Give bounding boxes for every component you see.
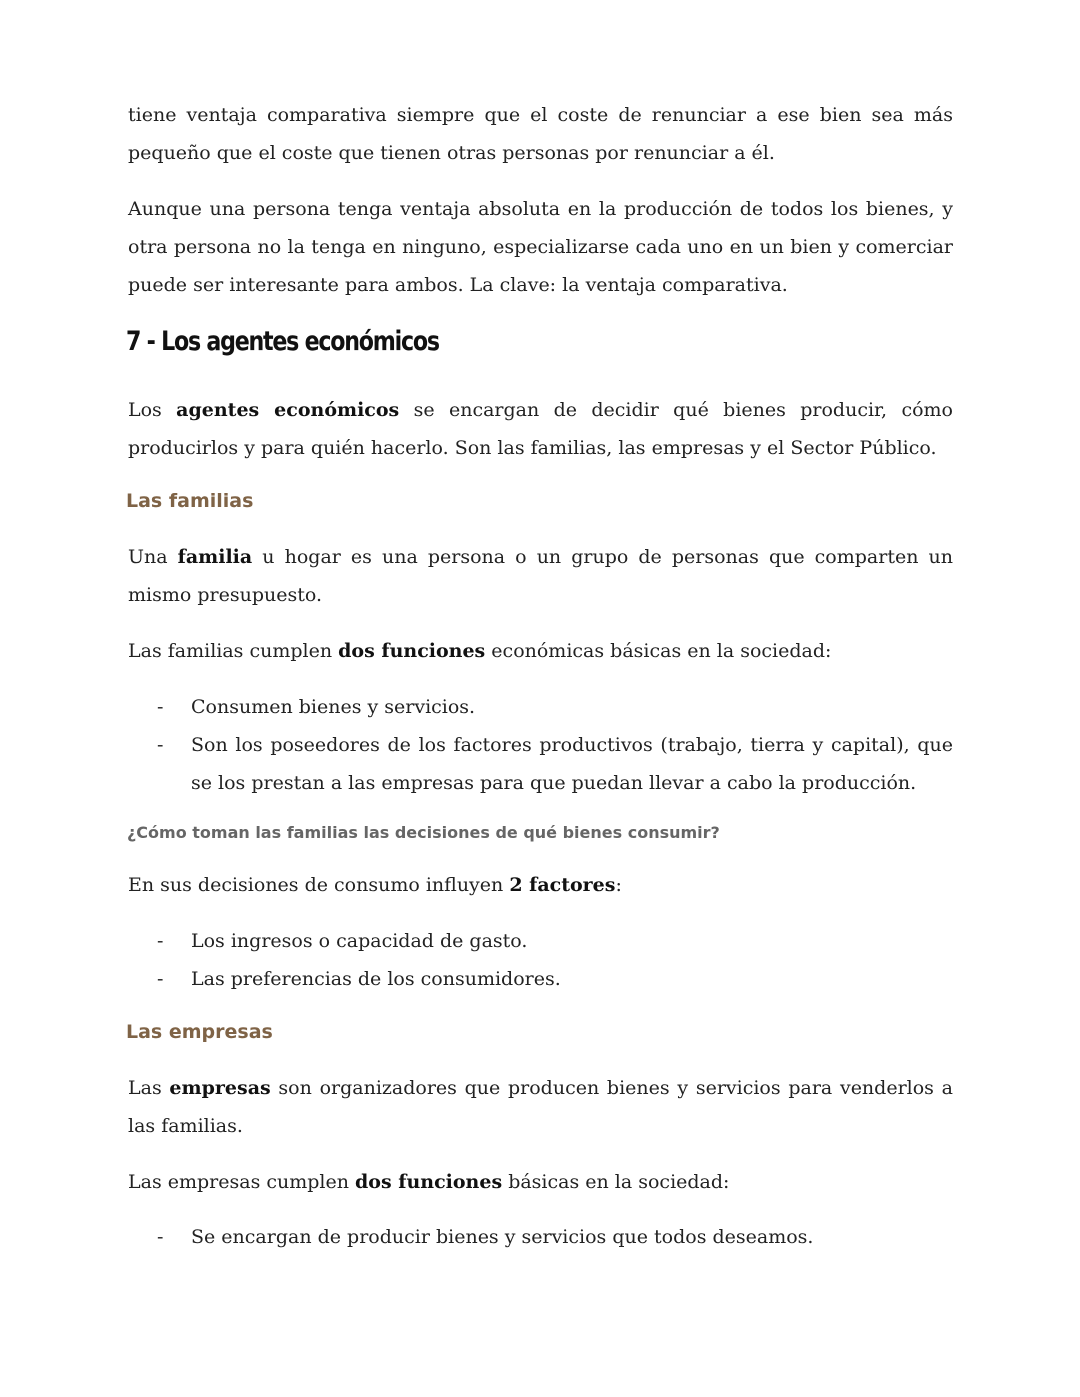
text-run: Las familias cumplen xyxy=(128,640,339,662)
list-item xyxy=(128,726,953,802)
list-item xyxy=(128,688,953,726)
list-dash: - xyxy=(157,734,164,756)
paragraph-empresas-funciones xyxy=(128,1163,953,1201)
section-title: 7 - Los agentes económicos xyxy=(126,326,439,357)
list-item-text: Son los poseedores de los factores productivos (trabajo, tierra y capital), que se los prestan a las empresas para que puedan llevar a cabo la producción. xyxy=(191,734,953,794)
text-run: Una xyxy=(128,546,178,568)
list-item xyxy=(128,960,953,998)
text-run: básicas en la sociedad: xyxy=(502,1171,730,1193)
subheading-familias: Las familias xyxy=(126,490,254,512)
paragraph-ventaja-absoluta: Aunque una persona tenga ventaja absoluta en la producción de todos los bienes, y otra persona no la tenga en ninguno, especializarse cada uno en un bien y comerciar puede ser interesante para ambos. La clave: la ventaja comparativa. xyxy=(128,198,953,296)
list-dash: - xyxy=(157,1226,164,1248)
paragraph-familias-funciones xyxy=(128,632,953,670)
bold-term: dos funciones xyxy=(338,640,486,662)
text-run: u hogar es una persona o un grupo de personas que comparten un mismo presupuesto. xyxy=(128,546,953,606)
bold-term: 2 factores xyxy=(509,874,616,896)
text-run: se encargan de decidir qué bienes producir, cómo producirlos y para quién hacerlo. Son las familias, las empresas y el Sector Público. xyxy=(128,399,953,459)
bold-term: familia xyxy=(177,546,253,568)
list-dash: - xyxy=(157,696,164,718)
question-heading: ¿Cómo toman las familias las decisiones de qué bienes consumir? xyxy=(127,823,720,842)
text-run: son organizadores que producen bienes y servicios para venderlos a las familias. xyxy=(128,1077,953,1137)
list-dash: - xyxy=(157,930,164,952)
subheading-empresas: Las empresas xyxy=(126,1021,273,1043)
text-run: Las empresas cumplen xyxy=(128,1171,356,1193)
text-run: económicas básicas en la sociedad: xyxy=(485,640,832,662)
list-dash: - xyxy=(157,968,164,990)
list-familias-funciones xyxy=(128,688,953,802)
text-run: En sus decisiones de consumo influyen xyxy=(128,874,510,896)
list-factores xyxy=(128,922,953,998)
bold-term: empresas xyxy=(169,1077,271,1099)
list-item xyxy=(128,1218,953,1256)
paragraph-ventaja-comparativa: tiene ventaja comparativa siempre que el coste de renunciar a ese bien sea más pequeño que el coste que tienen otras personas por renunciar a él. xyxy=(128,104,953,164)
text-run: Las xyxy=(128,1077,170,1099)
list-empresas-funciones xyxy=(128,1218,953,1256)
list-item-text: Consumen bienes y servicios. xyxy=(191,696,476,718)
text-run: : xyxy=(615,874,622,896)
bold-term: dos funciones xyxy=(355,1171,503,1193)
paragraph-agentes xyxy=(128,391,953,467)
list-item-text: Las preferencias de los consumidores. xyxy=(191,968,561,990)
list-item xyxy=(128,922,953,960)
paragraph-familia-definicion xyxy=(128,538,953,614)
list-item-text: Se encargan de producir bienes y servicios que todos deseamos. xyxy=(191,1226,814,1248)
bold-term: agentes económicos xyxy=(176,399,400,421)
list-item-text: Los ingresos o capacidad de gasto. xyxy=(191,930,528,952)
text-run: Los xyxy=(128,399,177,421)
paragraph-factores xyxy=(128,866,953,904)
paragraph-empresas-definicion xyxy=(128,1069,953,1145)
